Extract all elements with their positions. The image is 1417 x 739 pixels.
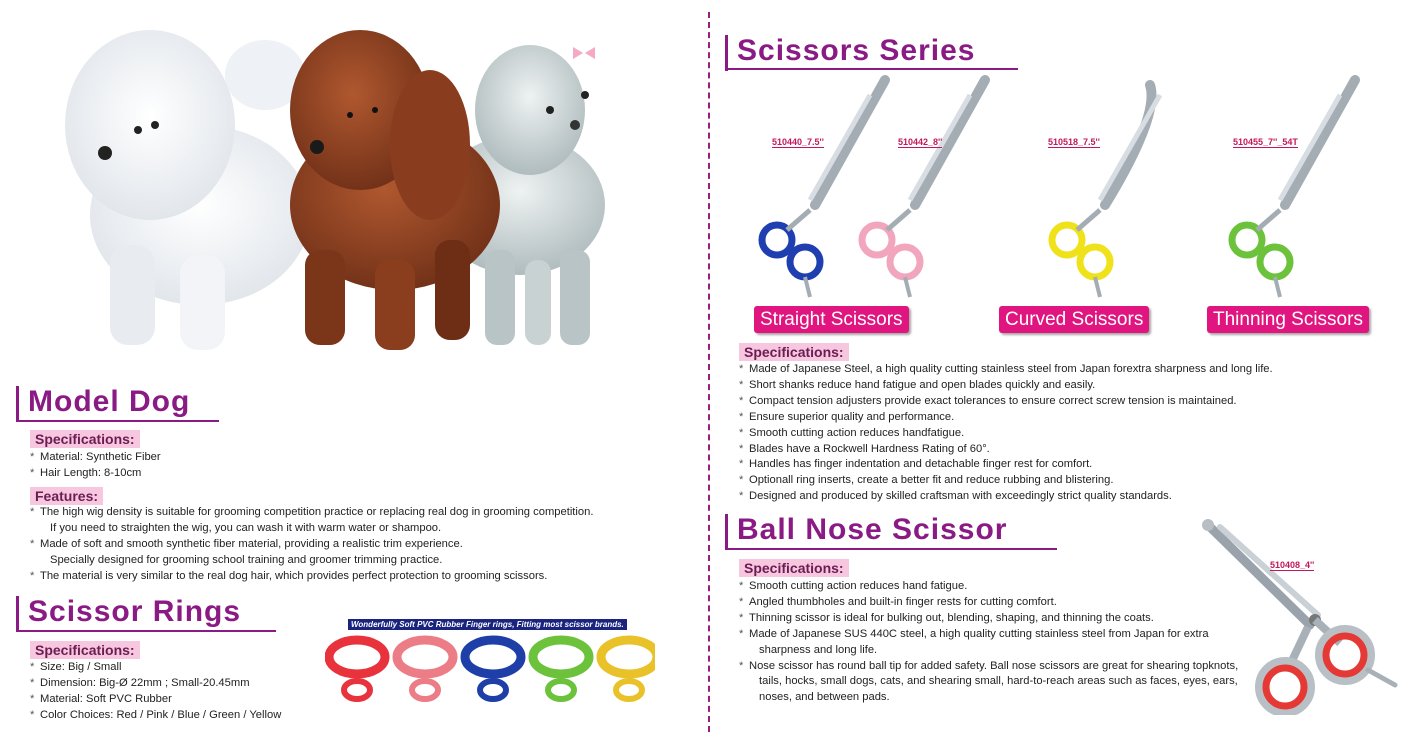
- ring-big: [465, 640, 521, 674]
- ball-nose-spec-item: * Made of Japanese SUS 440C steel, a high quality cutting stainless steel from Japan for extra sharpness and long life.: [739, 627, 1238, 659]
- ball-nose-spec-label: Specifications:: [739, 559, 849, 577]
- series-spec-item: * Handles has finger indentation and detachable finger rest for comfort.: [739, 457, 1273, 473]
- series-spec-item: * Made of Japanese Steel, a high quality cutting stainless steel from Japan forextra sharpness and long life.: [739, 362, 1273, 378]
- scissor-rings-specs: [30, 660, 281, 724]
- model-dogs-photo: [55, 15, 665, 365]
- feature-item: * The high wig density is suitable for grooming competition practice or replacing real dog in grooming competition. If you need to straighten the wig, you can wash it with warm water or shampoo.: [30, 505, 593, 537]
- scissor: [1052, 85, 1160, 297]
- ring-small: [344, 681, 370, 699]
- thinning-scissors-label: Thinning Scissors: [1207, 306, 1369, 333]
- ring-spec-dimension: * Dimension: Big-Ø 22mm ; Small-20.45mm: [30, 676, 281, 692]
- product-code-510408: 510408_4'': [1270, 560, 1315, 570]
- model-dog-features: [30, 505, 593, 585]
- model-dog-spec-material: * Material: Synthetic Fiber: [30, 450, 161, 466]
- scissors-series-title: Scissors Series: [737, 34, 976, 67]
- series-spec-item: * Compact tension adjusters provide exact tolerances to ensure correct screw tension is maintained.: [739, 394, 1273, 410]
- ring-small: [616, 681, 642, 699]
- scissor: [1232, 80, 1355, 297]
- model-dog-specs: [30, 450, 161, 482]
- product-code-510440: 510440_7.5'': [772, 137, 824, 147]
- scissors-series-spec-label: Specifications:: [739, 343, 849, 361]
- scissor-rings-spec-label: Specifications:: [30, 641, 140, 659]
- scissor-rings-title: Scissor Rings: [28, 595, 242, 628]
- model-dog-spec-hair-length: * Hair Length: 8-10cm: [30, 466, 161, 482]
- product-code-510455: 510455_7''_54T: [1233, 137, 1298, 147]
- ring-spec-colors: * Color Choices: Red / Pink / Blue / Green / Yellow: [30, 708, 281, 724]
- scissor-rings-caption: Wonderfully Soft PVC Rubber Finger rings, Fitting most scissor brands.: [348, 619, 627, 630]
- ring-small: [548, 681, 574, 699]
- ring-small: [480, 681, 506, 699]
- model-dog-title: Model Dog: [28, 385, 191, 418]
- ring-big: [533, 640, 589, 674]
- series-spec-item: * Short shanks reduce hand fatigue and open blades quickly and easily.: [739, 378, 1273, 394]
- ball-nose-spec-item: * Thinning scissor is ideal for bulking out, blending, shaping, and thinning the coats.: [739, 611, 1238, 627]
- model-dog-spec-label: Specifications:: [30, 430, 140, 448]
- series-spec-item: * Ensure superior quality and performance.: [739, 410, 1273, 426]
- ball-nose-scissor-image: [1190, 515, 1405, 715]
- curved-scissors-label: Curved Scissors: [999, 306, 1149, 333]
- scissors-series-specs: [739, 362, 1273, 505]
- model-dog-features-label: Features:: [30, 487, 103, 505]
- feature-item: * Made of soft and smooth synthetic fiber material, providing a realistic trim experience. Specially designed for grooming school training and groomer trimming practice.: [30, 537, 593, 569]
- feature-item: * The material is very similar to the real dog hair, which provides perfect protection to grooming scissors.: [30, 569, 593, 585]
- product-code-510518: 510518_7.5'': [1048, 137, 1100, 147]
- white-dog: [65, 30, 310, 350]
- ring-spec-size: * Size: Big / Small: [30, 660, 281, 676]
- ring-big: [397, 640, 453, 674]
- scissor: [862, 80, 985, 297]
- ring-big: [329, 640, 385, 674]
- brown-dog: [290, 30, 500, 350]
- ball-nose-spec-item: * Smooth cutting action reduces hand fatigue.: [739, 579, 1238, 595]
- ring-small: [412, 681, 438, 699]
- page-divider: [708, 12, 710, 732]
- straight-scissors-label: Straight Scissors: [754, 306, 909, 333]
- ball-nose-title: Ball Nose Scissor: [737, 513, 1008, 546]
- series-spec-item: * Designed and produced by skilled craftsman with exceedingly strict quality standards.: [739, 489, 1273, 505]
- ball-nose-spec-item: * Angled thumbholes and built-in finger rests for cutting comfort.: [739, 595, 1238, 611]
- series-spec-item: * Optionall ring inserts, create a better fit and reduce rubbing and blistering.: [739, 473, 1273, 489]
- ring-spec-material: * Material: Soft PVC Rubber: [30, 692, 281, 708]
- product-code-510442: 510442_8'': [898, 137, 943, 147]
- scissor-rings-image: [325, 635, 655, 710]
- series-spec-item: * Blades have a Rockwell Hardness Rating of 60°.: [739, 442, 1273, 458]
- scissor: [762, 80, 885, 297]
- ball-nose-specs: [739, 579, 1238, 706]
- scissors-series-image: [735, 75, 1395, 305]
- ball-nose-spec-item: * Nose scissor has round ball tip for added safety. Ball nose scissors are great for shearing topknots, tails, hocks, small dogs, cats, and shearing small, hard-to-reach areas such as faces, eyes, ears, noses, and between pads.: [739, 659, 1238, 707]
- series-spec-item: * Smooth cutting action reduces handfatigue.: [739, 426, 1273, 442]
- ring-big: [601, 640, 655, 674]
